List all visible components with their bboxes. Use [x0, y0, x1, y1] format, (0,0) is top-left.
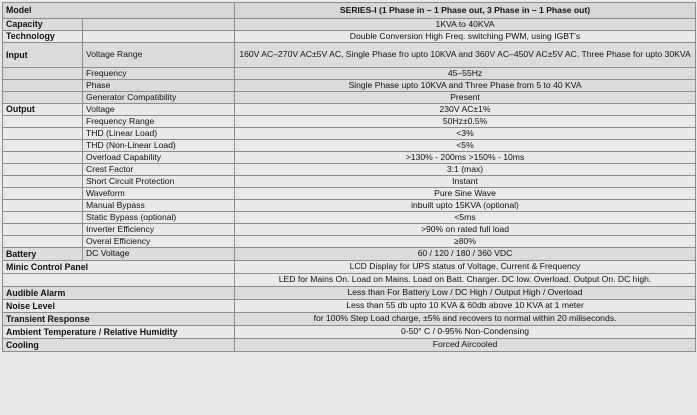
value-cell: 60 / 120 / 180 / 360 VDC: [235, 248, 696, 261]
section-label: Cooling: [3, 339, 235, 352]
value-cell: 45–55Hz: [235, 68, 696, 80]
param-label: Manual Bypass: [83, 200, 235, 212]
section-label: [3, 68, 83, 80]
param-label: Frequency Range: [83, 116, 235, 128]
table-row: [3, 339, 696, 352]
param-label: Overal Efficiency: [83, 236, 235, 248]
value-cell: LED for Mains On. Load on Mains. Load on Batt. Charger. DC low. Overload. Output On. DC high.: [235, 274, 696, 287]
table-row: [3, 224, 696, 236]
param-label: Generator Compatibility: [83, 92, 235, 104]
spec-table: [2, 2, 696, 352]
param-label: THD (Linear Load): [83, 128, 235, 140]
value-cell: 160V AC–270V AC±5V AC, Single Phase fro upto 10KVA and 360V AC–450V AC±5V AC. Three Phase for upto 30KVA: [235, 43, 696, 68]
section-label: Input: [3, 43, 83, 68]
param-label: Waveform: [83, 188, 235, 200]
section-label: [3, 164, 83, 176]
value-cell: <3%: [235, 128, 696, 140]
table-row: [3, 188, 696, 200]
table-row: [3, 313, 696, 326]
section-label: Ambient Temperature / Relative Humidity: [3, 326, 235, 339]
section-label: [3, 92, 83, 104]
param-label: Voltage Range: [83, 43, 235, 68]
value-cell: Pure Sine Wave: [235, 188, 696, 200]
table-row: [3, 152, 696, 164]
table-row: [3, 212, 696, 224]
param-label: Static Bypass (optional): [83, 212, 235, 224]
value-cell: 1KVA to 40KVA: [235, 19, 696, 31]
table-row: [3, 43, 696, 68]
value-cell: LCD Display for UPS status of Voltage, Current & Frequency: [235, 261, 696, 274]
param-label: THD (Non-Linear Load): [83, 140, 235, 152]
section-label: [3, 140, 83, 152]
section-label: Transient Response: [3, 313, 235, 326]
table-row: [3, 287, 696, 300]
model-value: SERIES-I (1 Phase in – 1 Phase out, 3 Phase in – 1 Phase out): [235, 3, 696, 19]
value-cell: <5%: [235, 140, 696, 152]
param-label: Crest Factor: [83, 164, 235, 176]
value-cell: 230V AC±1%: [235, 104, 696, 116]
model-label: Model: [3, 3, 235, 19]
param-label: Inverter Efficiency: [83, 224, 235, 236]
table-row: [3, 164, 696, 176]
value-cell: >130% - 200ms >150% - 10ms: [235, 152, 696, 164]
table-row: [3, 80, 696, 92]
section-label: Capacity: [3, 19, 83, 31]
table-row: [3, 68, 696, 80]
section-label: Noise Level: [3, 300, 235, 313]
value-cell: 50Hz±0.5%: [235, 116, 696, 128]
table-row: [3, 326, 696, 339]
value-cell: ≥80%: [235, 236, 696, 248]
table-row: [3, 200, 696, 212]
section-label: [3, 224, 83, 236]
section-label: Output: [3, 104, 83, 116]
table-row: [3, 261, 696, 274]
param-label: Short Circuit Protection: [83, 176, 235, 188]
value-cell: 3:1 (max): [235, 164, 696, 176]
section-label: [3, 80, 83, 92]
value-cell: <5ms: [235, 212, 696, 224]
table-row: [3, 19, 696, 31]
section-label: Technology: [3, 31, 83, 43]
table-row: [3, 236, 696, 248]
table-row: [3, 248, 696, 261]
value-cell: >90% on rated full load: [235, 224, 696, 236]
section-label: [3, 236, 83, 248]
value-cell: Less than 55 db upto 10 KVA & 60db above 10 KVA at 1 meter: [235, 300, 696, 313]
param-label: DC Voltage: [83, 248, 235, 261]
table-row: [3, 176, 696, 188]
value-cell: inbuilt upto 15KVA (optional): [235, 200, 696, 212]
value-cell: Present: [235, 92, 696, 104]
value-cell: Instant: [235, 176, 696, 188]
section-label: [3, 176, 83, 188]
section-label: Audible Alarm: [3, 287, 235, 300]
section-label: [3, 116, 83, 128]
section-label: Minic Control Panel: [3, 261, 235, 274]
table-row: [3, 300, 696, 313]
section-label: Battery: [3, 248, 83, 261]
value-cell: Single Phase upto 10KVA and Three Phase from 5 to 40 KVA: [235, 80, 696, 92]
value-cell: 0-50° C / 0-95% Non-Condensing: [235, 326, 696, 339]
section-label: [3, 212, 83, 224]
section-label: [3, 152, 83, 164]
param-label: Frequency: [83, 68, 235, 80]
section-label: [3, 128, 83, 140]
param-label: [83, 31, 235, 43]
param-label: [83, 19, 235, 31]
param-label: Phase: [83, 80, 235, 92]
param-label: Overload Capability: [83, 152, 235, 164]
value-cell: Forced Aircooled: [235, 339, 696, 352]
table-row: [3, 92, 696, 104]
value-cell: Less than For Battery Low / DC High / Output High / Overload: [235, 287, 696, 300]
section-label: [3, 274, 235, 287]
value-cell: for 100% Step Load charge, ±5% and recovers to normal within 20 miliseconds.: [235, 313, 696, 326]
model-row: [3, 3, 696, 19]
table-row: [3, 140, 696, 152]
table-row: [3, 274, 696, 287]
table-row: [3, 104, 696, 116]
table-row: [3, 116, 696, 128]
param-label: Voltage: [83, 104, 235, 116]
table-row: [3, 128, 696, 140]
table-row: [3, 31, 696, 43]
section-label: [3, 188, 83, 200]
section-label: [3, 200, 83, 212]
value-cell: Double Conversion High Freq. switching PWM, using IGBT's: [235, 31, 696, 43]
